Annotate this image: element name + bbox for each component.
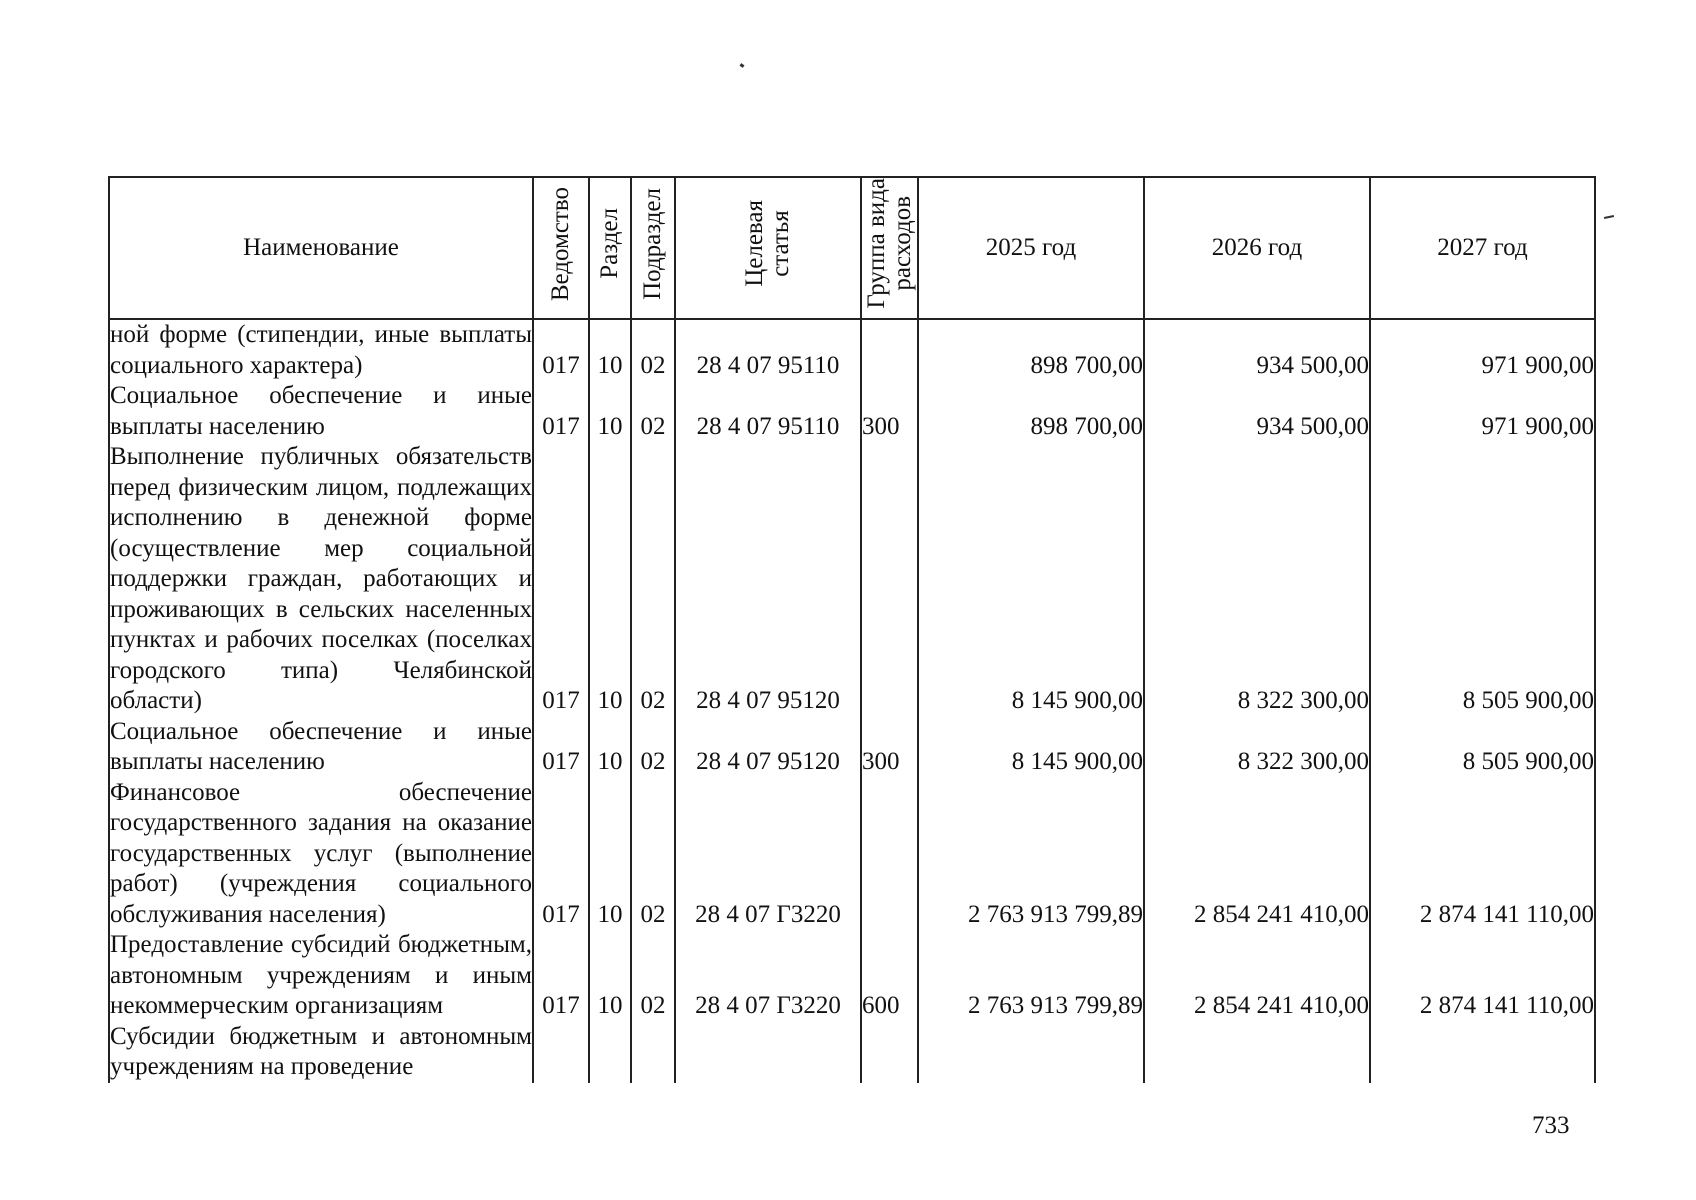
row-expense-group: 300 bbox=[861, 717, 918, 778]
row-subsection: 02 bbox=[631, 778, 675, 931]
row-subsection bbox=[631, 1022, 675, 1083]
row-section: 10 bbox=[589, 319, 631, 381]
row-subsection: 02 bbox=[631, 717, 675, 778]
row-target-article: 28 4 07 95110 bbox=[675, 381, 861, 442]
row-section: 10 bbox=[589, 930, 631, 1022]
row-expense-group bbox=[861, 778, 918, 931]
header-department: Ведомство bbox=[533, 177, 589, 319]
row-amount-2027: 2 874 141 110,00 bbox=[1370, 778, 1595, 931]
row-expense-group bbox=[861, 319, 918, 381]
table-row bbox=[109, 930, 1595, 1022]
row-subsection: 02 bbox=[631, 442, 675, 717]
table-row bbox=[109, 442, 1595, 717]
table-row bbox=[109, 778, 1595, 931]
row-department: 017 bbox=[533, 442, 589, 717]
row-amount-2025: 8 145 900,00 bbox=[918, 717, 1144, 778]
row-amount-2026: 934 500,00 bbox=[1144, 381, 1370, 442]
row-amount-2027 bbox=[1370, 1022, 1595, 1083]
row-amount-2026 bbox=[1144, 1022, 1370, 1083]
header-year-2027: 2027 год bbox=[1370, 177, 1595, 319]
row-subsection: 02 bbox=[631, 930, 675, 1022]
header-target-article: Целевая статья bbox=[675, 177, 861, 319]
header-subsection: Подраздел bbox=[631, 177, 675, 319]
row-name: Социальное обеспечение и иные выплаты населению bbox=[109, 381, 533, 442]
row-amount-2025: 2 763 913 799,89 bbox=[918, 778, 1144, 931]
row-department: 017 bbox=[533, 778, 589, 931]
row-section: 10 bbox=[589, 778, 631, 931]
row-target-article: 28 4 07 95120 bbox=[675, 717, 861, 778]
table-row bbox=[109, 1022, 1595, 1083]
budget-table bbox=[108, 176, 1596, 1083]
row-name: ной форме (стипендии, иные выплаты социального характера) bbox=[109, 319, 533, 381]
row-department: 017 bbox=[533, 381, 589, 442]
row-department bbox=[533, 1022, 589, 1083]
row-amount-2026: 8 322 300,00 bbox=[1144, 442, 1370, 717]
row-section: 10 bbox=[589, 381, 631, 442]
header-year-2026: 2026 год bbox=[1144, 177, 1370, 319]
row-amount-2027: 2 874 141 110,00 bbox=[1370, 930, 1595, 1022]
row-section: 10 bbox=[589, 442, 631, 717]
table-row bbox=[109, 381, 1595, 442]
row-name: Субсидии бюджетным и автономным учреждениям на проведение bbox=[109, 1022, 533, 1083]
header-name: Наименование bbox=[109, 177, 533, 319]
row-name: Выполнение публичных обязательств перед физическим лицом, подлежащих исполнению в денежной форме (осуществление мер социальной поддержки граждан, работающих и проживающих в сельских населенных пунктах и рабочих поселках (поселках городского типа) Челябинской области) bbox=[109, 442, 533, 717]
page-number: 733 bbox=[1532, 1112, 1570, 1139]
scan-speck bbox=[1604, 215, 1614, 219]
row-amount-2027: 971 900,00 bbox=[1370, 319, 1595, 381]
row-expense-group: 300 bbox=[861, 381, 918, 442]
header-expense-group: Группа вида расходов bbox=[861, 177, 918, 319]
row-amount-2026: 8 322 300,00 bbox=[1144, 717, 1370, 778]
row-target-article bbox=[675, 1022, 861, 1083]
row-department: 017 bbox=[533, 930, 589, 1022]
row-amount-2026: 934 500,00 bbox=[1144, 319, 1370, 381]
row-expense-group: 600 bbox=[861, 930, 918, 1022]
row-amount-2025: 8 145 900,00 bbox=[918, 442, 1144, 717]
row-subsection: 02 bbox=[631, 319, 675, 381]
row-department: 017 bbox=[533, 319, 589, 381]
row-section bbox=[589, 1022, 631, 1083]
row-section: 10 bbox=[589, 717, 631, 778]
row-amount-2027: 971 900,00 bbox=[1370, 381, 1595, 442]
row-amount-2025 bbox=[918, 1022, 1144, 1083]
row-target-article: 28 4 07 Г3220 bbox=[675, 778, 861, 931]
row-department: 017 bbox=[533, 717, 589, 778]
row-name: Финансовое обеспечение государственного задания на оказание государственных услуг (выполнение работ) (учреждения социального обслуживания населения) bbox=[109, 778, 533, 931]
table-row bbox=[109, 319, 1595, 381]
row-target-article: 28 4 07 95110 bbox=[675, 319, 861, 381]
row-amount-2025: 898 700,00 bbox=[918, 381, 1144, 442]
scan-speck bbox=[740, 63, 745, 68]
row-amount-2025: 898 700,00 bbox=[918, 319, 1144, 381]
row-amount-2026: 2 854 241 410,00 bbox=[1144, 930, 1370, 1022]
row-amount-2027: 8 505 900,00 bbox=[1370, 717, 1595, 778]
row-amount-2026: 2 854 241 410,00 bbox=[1144, 778, 1370, 931]
row-target-article: 28 4 07 Г3220 bbox=[675, 930, 861, 1022]
header-year-2025: 2025 год bbox=[918, 177, 1144, 319]
header-section: Раздел bbox=[589, 177, 631, 319]
row-name: Предоставление субсидий бюджетным, автономным учреждениям и иным некоммерческим организациям bbox=[109, 930, 533, 1022]
row-subsection: 02 bbox=[631, 381, 675, 442]
row-expense-group bbox=[861, 1022, 918, 1083]
table-row bbox=[109, 717, 1595, 778]
table-header-row bbox=[109, 177, 1595, 319]
row-amount-2025: 2 763 913 799,89 bbox=[918, 930, 1144, 1022]
row-name: Социальное обеспечение и иные выплаты населению bbox=[109, 717, 533, 778]
row-expense-group bbox=[861, 442, 918, 717]
row-target-article: 28 4 07 95120 bbox=[675, 442, 861, 717]
row-amount-2027: 8 505 900,00 bbox=[1370, 442, 1595, 717]
